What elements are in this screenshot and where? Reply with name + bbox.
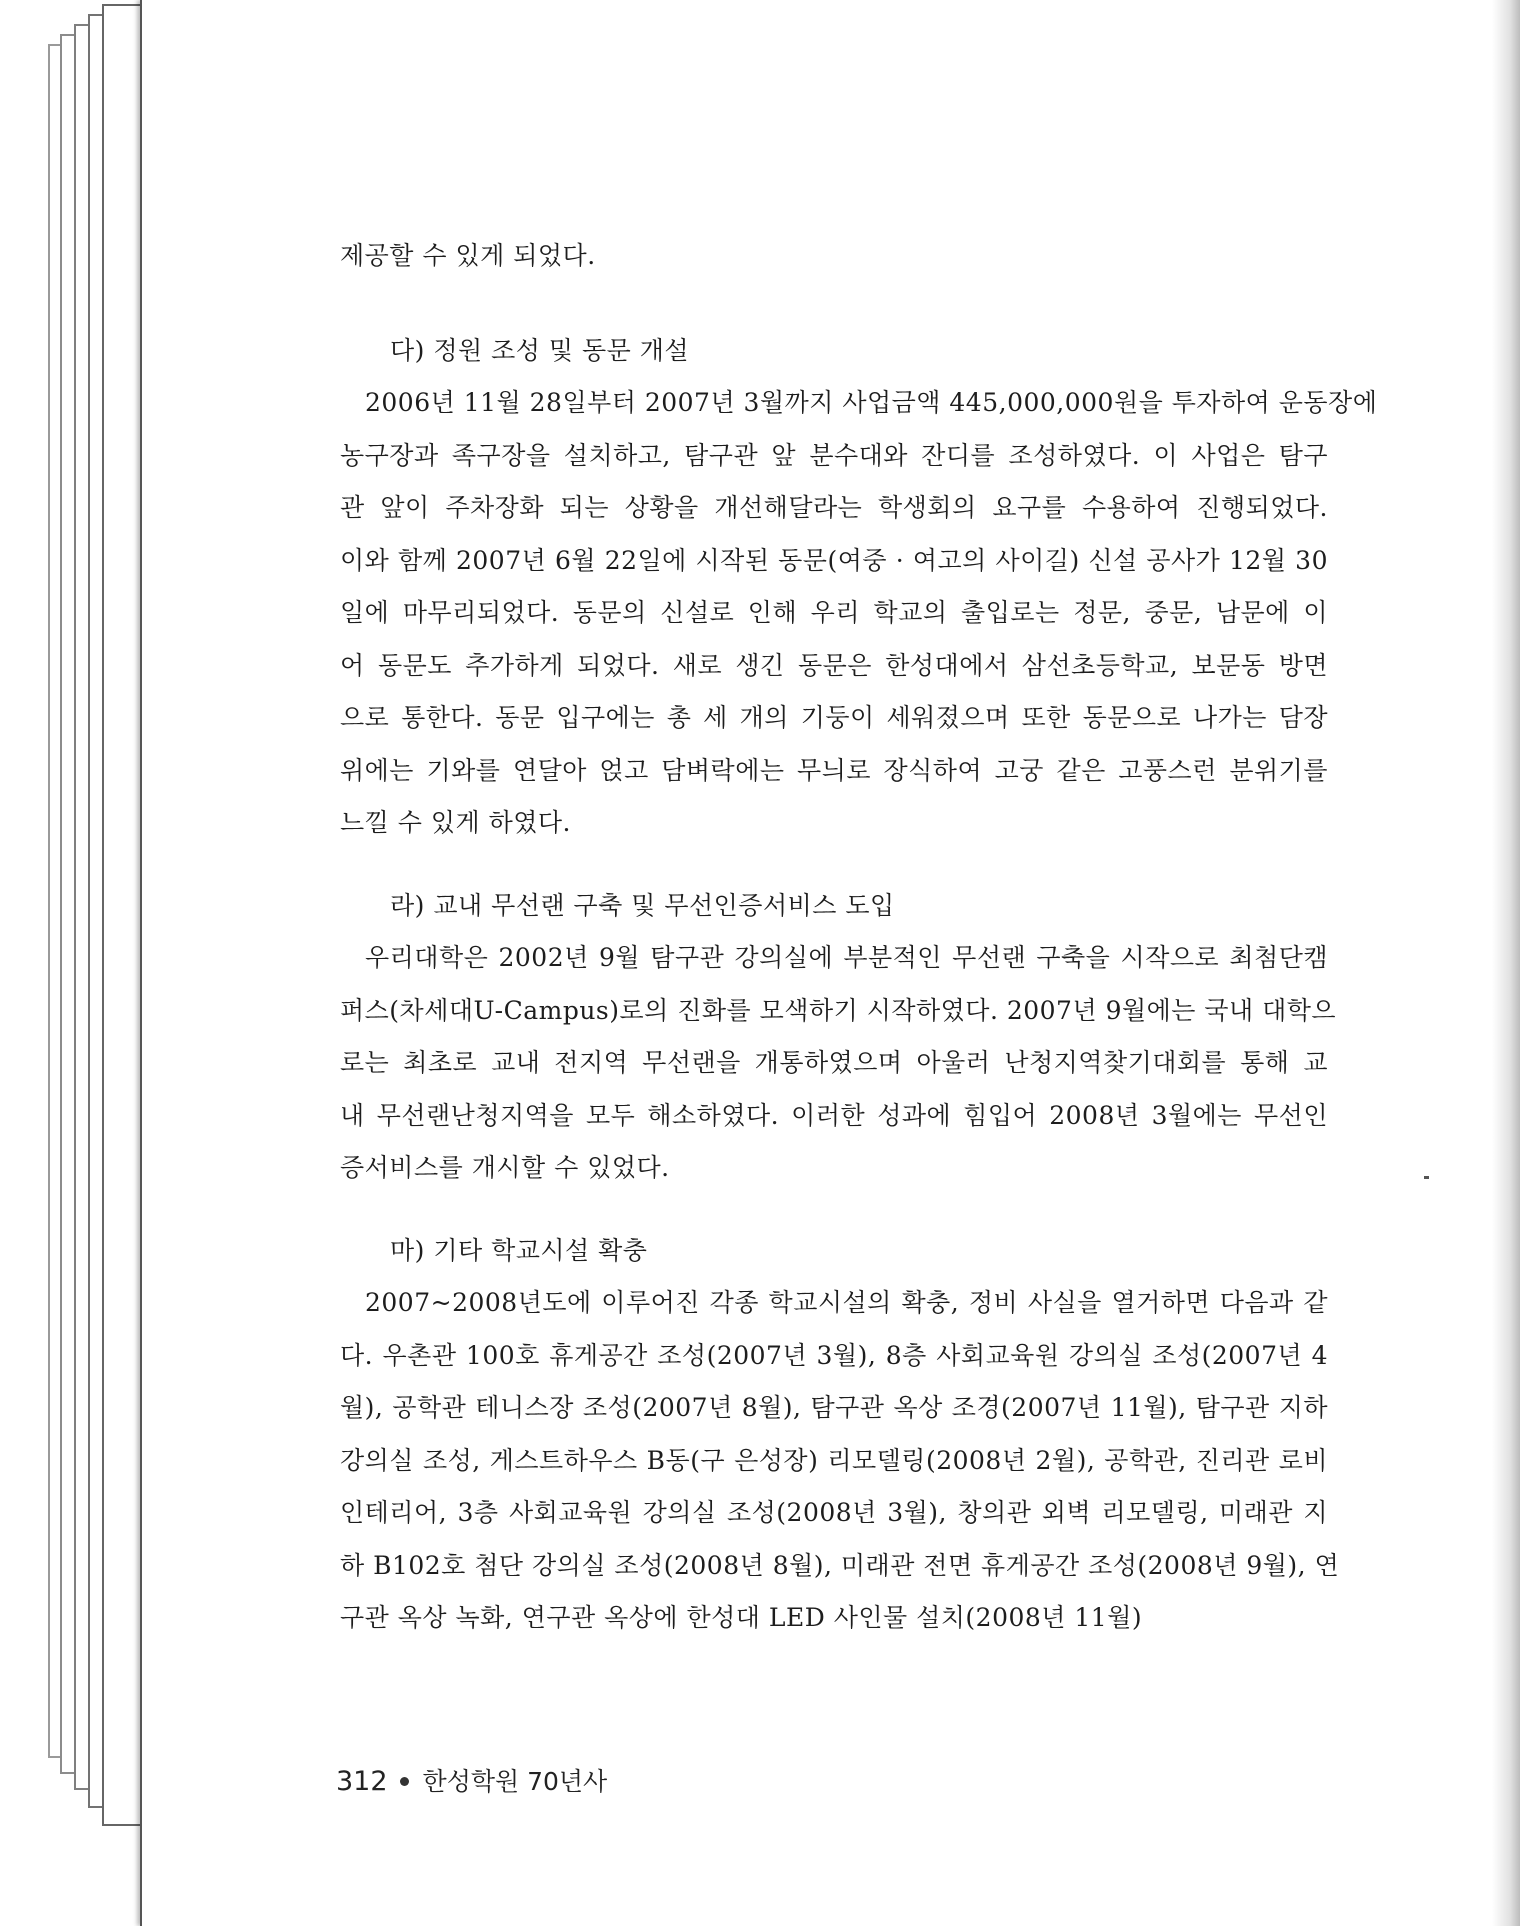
page-number: 312: [336, 1766, 388, 1797]
paragraph-line: 하 B102호 첨단 강의실 조성(2008년 8월), 미래관 전면 휴게공간 조성(2008년 9월), 연: [340, 1550, 1340, 1580]
section-heading-garden: 다) 정원 조성 및 동문 개설: [390, 335, 689, 365]
section-paragraph-facilities: [340, 1277, 1340, 1645]
paragraph-line: 관 앞이 주차장화 되는 상황을 개선해달라는 학생회의 요구를 수용하여 진행되었다.: [340, 493, 1328, 522]
paragraph-line: 2006년 11월 28일부터 2007년 3월까지 사업금액 445,000,000원을 투자하여 운동장에: [365, 388, 1378, 417]
page-footer: [336, 1762, 607, 1798]
paragraph-line: 우리대학은 2002년 9월 탐구관 강의실에 부분적인 무선랜 구축을 시작으로 최첨단캠: [365, 943, 1328, 972]
paragraph-line: 인테리어, 3층 사회교육원 강의실 조성(2008년 3월), 창의관 외벽 리모델링, 미래관 지: [340, 1498, 1328, 1527]
paragraph-line: 위에는 기와를 연달아 얹고 담벼락에는 무늬로 장식하여 고궁 같은 고풍스런 분위기를: [340, 755, 1328, 785]
section-paragraph-garden: [340, 377, 1378, 850]
paragraph-line: 강의실 조성, 게스트하우스 B동(구 은성장) 리모델링(2008년 2월), 공학관, 진리관 로비: [340, 1445, 1328, 1475]
section-heading-wireless: 라) 교내 무선랜 구축 및 무선인증서비스 도입: [390, 890, 895, 920]
section-paragraph-wireless: [340, 932, 1337, 1195]
paragraph-line: 구관 옥상 녹화, 연구관 옥상에 한성대 LED 사인물 설치(2008년 11월): [340, 1603, 1143, 1632]
book-title: 한성학원 70년사: [422, 1767, 608, 1796]
paragraph-line: 으로 통한다. 동문 입구에는 총 세 개의 기둥이 세워졌으며 또한 동문으로 나가는 담장: [340, 703, 1328, 732]
paragraph-line: 퍼스(차세대U-Campus)로의 진화를 모색하기 시작하였다. 2007년 9월에는 국내 대학으: [340, 995, 1337, 1025]
paragraph-line: 이와 함께 2007년 6월 22일에 시작된 동문(여중 · 여고의 사이길) 신설 공사가 12월 30: [340, 545, 1328, 575]
intro-line: 제공할 수 있게 되었다.: [340, 241, 596, 270]
page-shadow: [1492, 0, 1520, 1926]
paragraph-line: 농구장과 족구장을 설치하고, 탐구관 앞 분수대와 잔디를 조성하였다. 이 사업은 탐구: [340, 440, 1328, 470]
paragraph-line: 증서비스를 개시할 수 있었다.: [340, 1153, 670, 1182]
paragraph-line: 내 무선랜난청지역을 모두 해소하였다. 이러한 성과에 힘입어 2008년 3월에는 무선인: [340, 1100, 1328, 1130]
page-body: [340, 230, 1378, 1645]
paragraph-line: 일에 마무리되었다. 동문의 신설로 인해 우리 학교의 출입로는 정문, 중문, 남문에 이: [340, 598, 1328, 627]
bullet-dot-icon: [400, 1777, 409, 1786]
paragraph-line: 2007~2008년도에 이루어진 각종 학교시설의 확충, 정비 사실을 열거하면 다음과 같: [365, 1288, 1328, 1317]
paragraph-line: 다. 우촌관 100호 휴게공간 조성(2007년 3월), 8층 사회교육원 강의실 조성(2007년 4: [340, 1340, 1328, 1370]
paragraph-line: 느낄 수 있게 하였다.: [340, 808, 571, 837]
paragraph-line: 월), 공학관 테니스장 조성(2007년 8월), 탐구관 옥상 조경(2007년 11월), 탐구관 지하: [340, 1393, 1328, 1422]
paragraph-line: 어 동문도 추가하게 되었다. 새로 생긴 동문은 한성대에서 삼선초등학교, 보문동 방면: [340, 650, 1328, 680]
scan-speck: [1424, 1176, 1429, 1179]
section-heading-facilities: 마) 기타 학교시설 확충: [390, 1235, 648, 1265]
paragraph-line: 로는 최초로 교내 전지역 무선랜을 개통하였으며 아울러 난청지역찾기대회를 통해 교: [340, 1048, 1328, 1077]
